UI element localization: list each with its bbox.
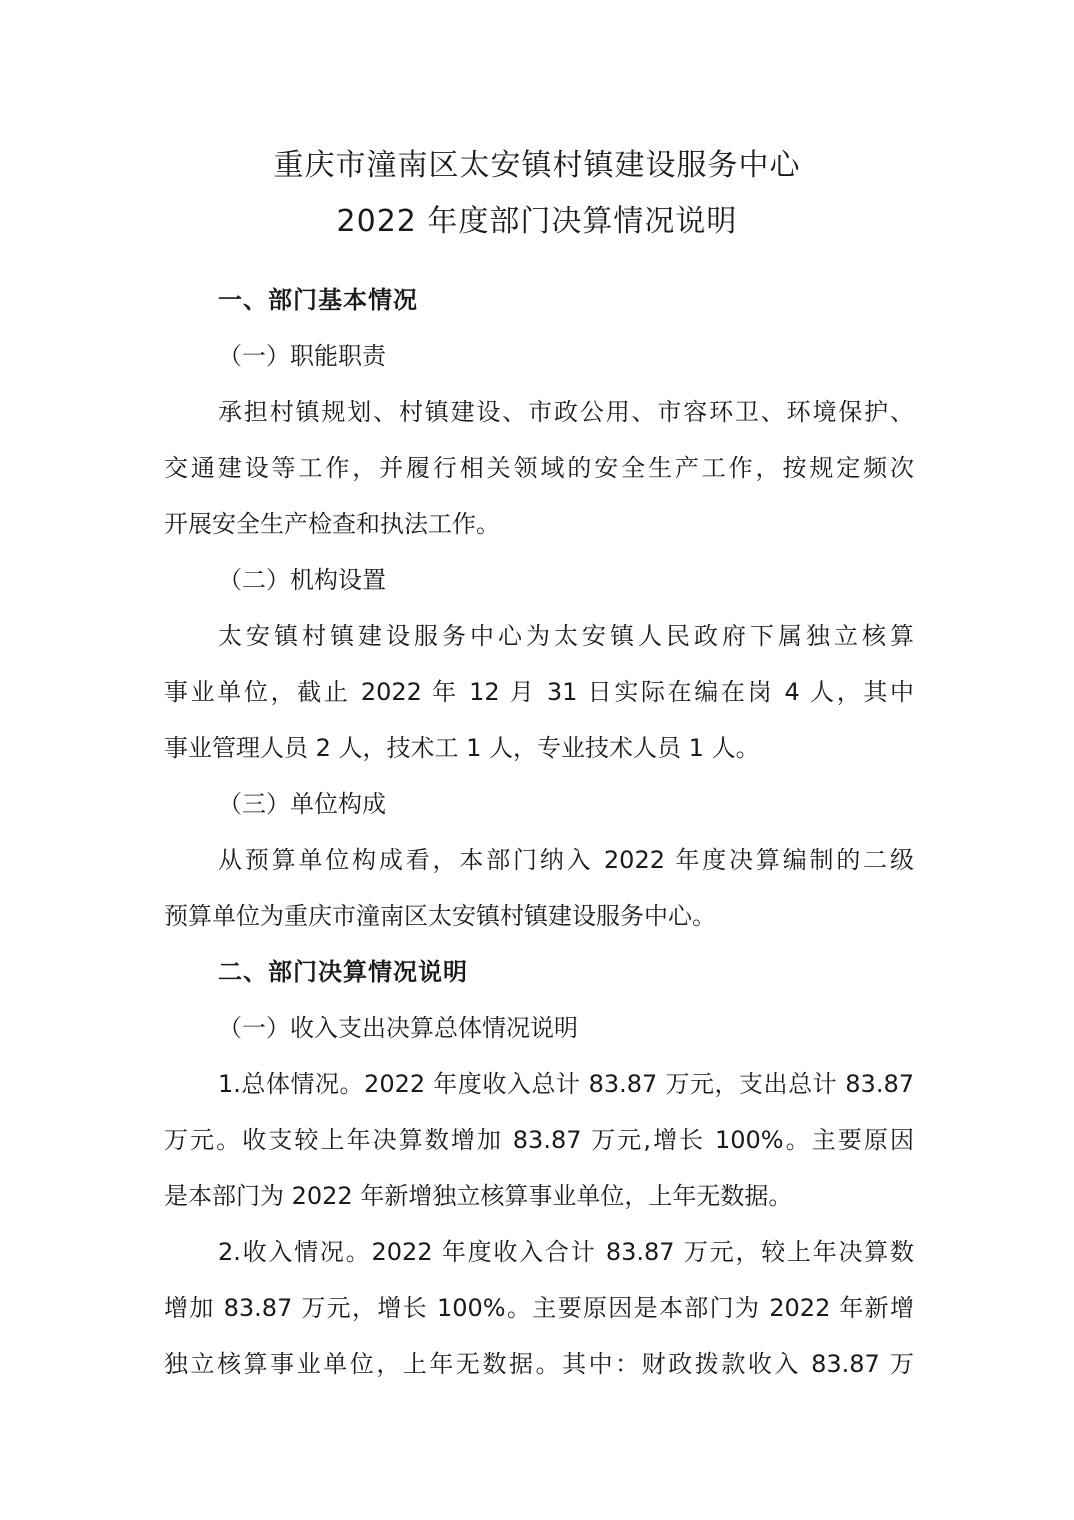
document-title-line-2: 2022 年度部门决算情况说明 [336,204,738,239]
paragraph-line: 交通建设等工作，并履行相关领域的安全生产工作，按规定频次 [164,454,914,482]
paragraph-line: 太安镇村镇建设服务中心为太安镇人民政府下属独立核算 [218,622,914,650]
paragraph-line: 事业单位，截止 2022 年 12 月 31 日实际在编在岗 4 人，其中 [164,678,914,706]
section-heading-1: 一、部门基本情况 [218,286,418,314]
subsection-heading-organization: （二）机构设置 [218,566,386,594]
paragraph-line: 万元。收支较上年决算数增加 83.87 万元,增长 100%。主要原因 [164,1126,914,1154]
subsection-heading-functions: （一）职能职责 [218,342,386,370]
section-heading-2: 二、部门决算情况说明 [218,958,468,986]
paragraph-line: 开展安全生产检查和执法工作。 [164,510,500,538]
paragraph-line: 1.总体情况。2022 年度收入总计 83.87 万元，支出总计 83.87 [218,1070,914,1098]
paragraph-line: 增加 83.87 万元，增长 100%。主要原因是本部门为 2022 年新增 [164,1294,914,1322]
paragraph-line: 预算单位为重庆市潼南区太安镇村镇建设服务中心。 [164,902,716,930]
paragraph-line: 事业管理人员 2 人，技术工 1 人，专业技术人员 1 人。 [164,734,760,762]
paragraph-line: 2.收入情况。2022 年度收入合计 83.87 万元，较上年决算数 [218,1238,914,1266]
subsection-heading-overall: （一）收入支出决算总体情况说明 [218,1014,578,1042]
paragraph-line: 承担村镇规划、村镇建设、市政公用、市容环卫、环境保护、 [218,398,914,426]
document-title-line-1: 重庆市潼南区太安镇村镇建设服务中心 [273,148,801,183]
subsection-heading-composition: （三）单位构成 [218,790,386,818]
paragraph-line: 是本部门为 2022 年新增独立核算事业单位，上年无数据。 [164,1182,793,1210]
paragraph-line: 独立核算事业单位，上年无数据。其中：财政拨款收入 83.87 万 [164,1350,914,1378]
paragraph-line: 从预算单位构成看，本部门纳入 2022 年度决算编制的二级 [218,846,914,874]
